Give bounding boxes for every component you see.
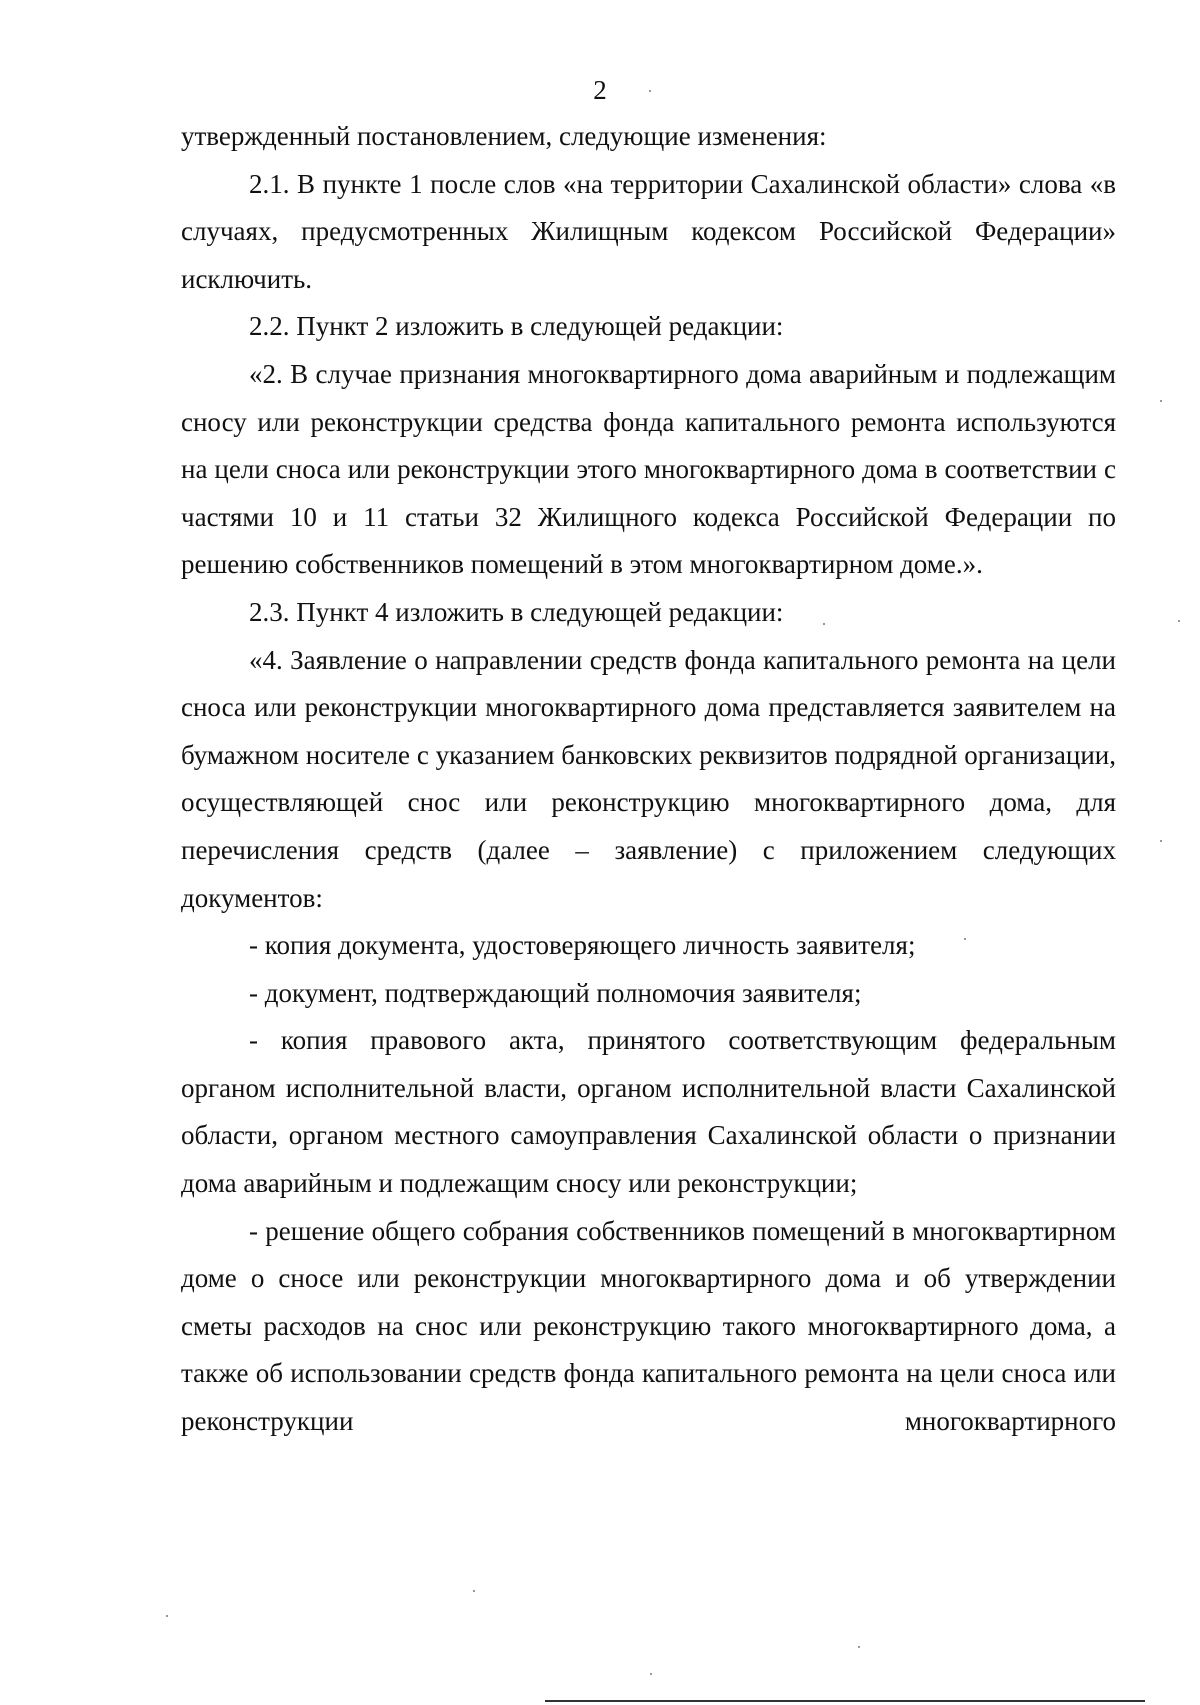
scan-speck bbox=[823, 623, 825, 625]
scan-speck bbox=[649, 90, 651, 92]
scan-edge-line bbox=[545, 1700, 1145, 1702]
scan-speck bbox=[964, 938, 966, 940]
scan-speck bbox=[1178, 620, 1180, 622]
list-item-authority-document: - документ, подтверждающий полномочия заявителя; bbox=[249, 977, 862, 1008]
list-item-owners-decision: - решение общего собрания собственников помещений в многоквартирном доме о сносе или реконструкции многоквартирного дома и об утверждении сметы расходов на снос или реконструкцию такого многоквартирного дома, а также об использовании средств фонда капитального ремонта на цели сноса или реконструкции многоквартирного bbox=[181, 1215, 1116, 1437]
list-item-identity-copy: - копия документа, удостоверяющего личность заявителя; bbox=[249, 930, 916, 961]
scan-speck bbox=[858, 1646, 860, 1648]
scan-speck bbox=[1160, 840, 1162, 842]
paragraph-intro: утвержденный постановлением, следующие изменения: bbox=[181, 121, 827, 151]
scan-speck bbox=[650, 1673, 652, 1675]
paragraph-2-2: 2.2. Пункт 2 изложить в следующей редакции: bbox=[249, 311, 784, 342]
page-number: 2 bbox=[593, 75, 607, 105]
document-body bbox=[181, 113, 1116, 1446]
list-item-legal-act-copy: - копия правового акта, принятого соответствующим федеральным органом исполнительной власти, органом исполнительной власти Сахалинской области, органом местного самоуправления Сахалинской области о признании дома аварийным и подлежащим сносу или реконструкции; bbox=[181, 1025, 1116, 1199]
scan-speck bbox=[1160, 400, 1162, 402]
paragraph-quote-2: «2. В случае признания многоквартирного дома аварийным и подлежащим сносу или реконструкции средства фонда капитального ремонта используются на цели сноса или реконструкции этого многоквартирного дома в соответствии с частями 10 и 11 статьи 32 Жилищного кодекса Российской Федерации по решению собственников помещений в этом многоквартирном доме.». bbox=[181, 358, 1116, 580]
scan-speck bbox=[166, 1615, 168, 1617]
paragraph-2-3: 2.3. Пункт 4 изложить в следующей редакции: bbox=[249, 596, 784, 627]
paragraph-quote-4: «4. Заявление о направлении средств фонда капитального ремонта на цели сноса или реконструкции многоквартирного дома представляется заявителем на бумажном носителе с указанием банковских реквизитов подрядной организации, осуществляющей снос или реконструкцию многоквартирного дома, для перечисления средств (далее – заявление) с приложением следующих документов: bbox=[181, 644, 1116, 913]
scan-speck bbox=[473, 1590, 475, 1592]
paragraph-2-1: 2.1. В пункте 1 после слов «на территории Сахалинской области» слова «в случаях, предусмотренных Жилищным кодексом Российской Федерации» исключить. bbox=[181, 168, 1116, 294]
